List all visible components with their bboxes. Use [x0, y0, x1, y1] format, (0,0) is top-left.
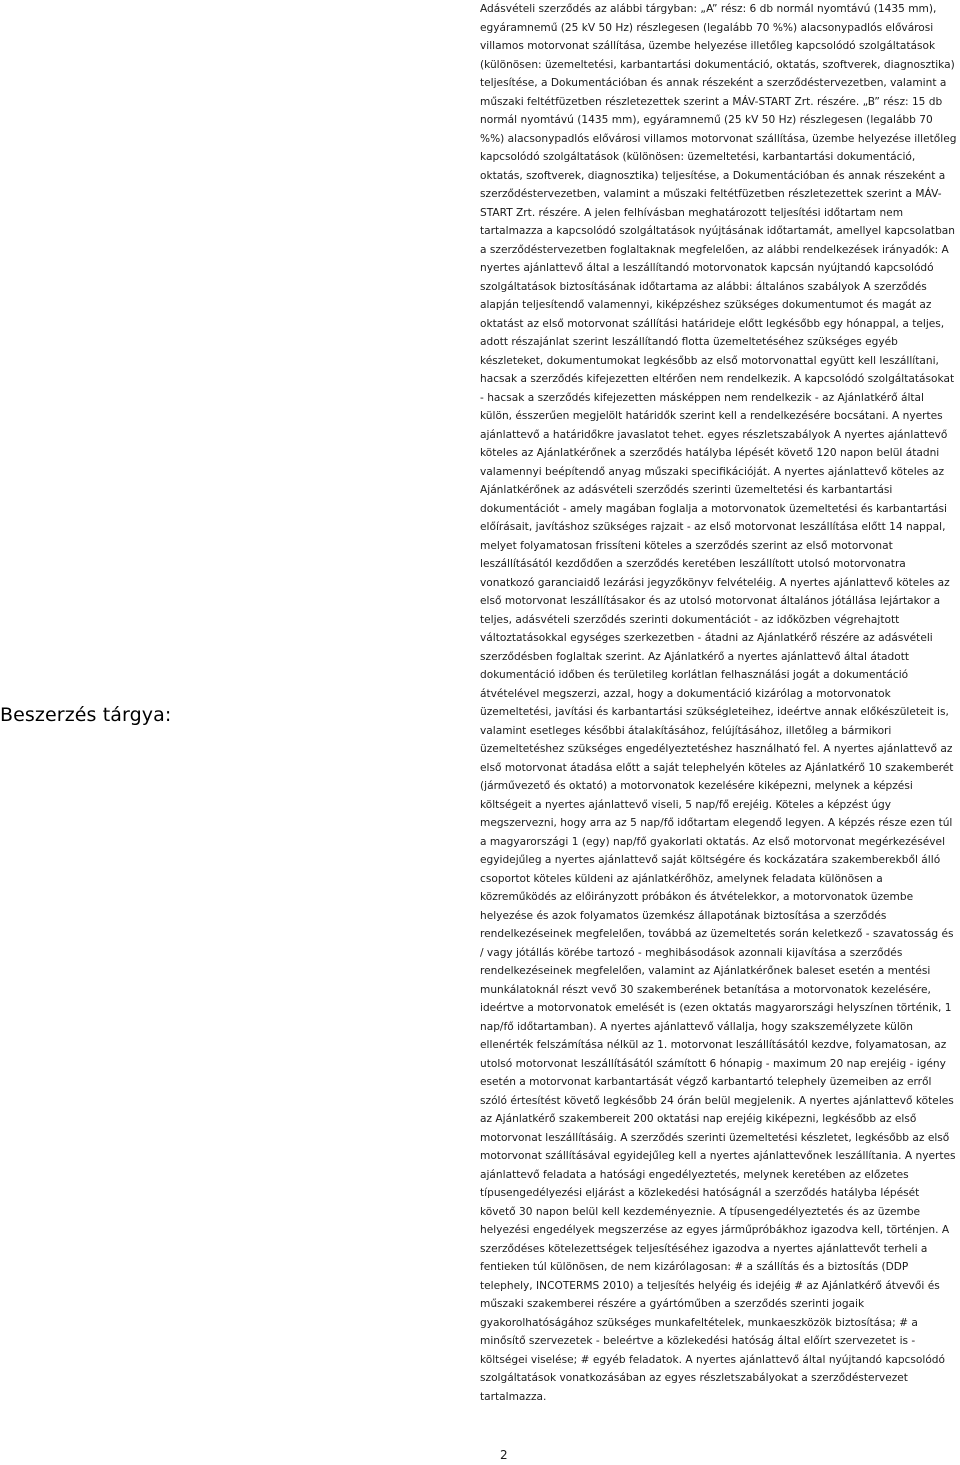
page-number: 2	[500, 1448, 508, 1462]
content-cell	[480, 0, 958, 1406]
field-label: Beszerzés tárgya:	[0, 704, 172, 726]
label-cell	[0, 0, 470, 1430]
procurement-description: Adásvételi szerződés az alábbi tárgyban: „A” rész: 6 db normál nyomtávú (1435 mm), egyáramnemű (25 kV 50 Hz) részlegesen (legalább 70 %%) alacsonypadlós elővárosi villamos motorvonat szállítása, üzembe helyezése illetőleg kapcsolódó szolgáltatások (különösen: üzemeltetési, karbantartási dokumentáció, oktatás, szoftverek, diagnosztika) teljesítése, a Dokumentációban és annak részeként a szerződéstervezetben, valamint a műszaki feltétfüzetben részletezettek szerint a MÁV-START Zrt. részére. „B” rész: 15 db normál nyomtávú (1435 mm), egyáramnemű (25 kV 50 Hz) részlegesen (legalább 70 %%) alacsonypadlós elővárosi villamos motorvonat szállítása, üzembe helyezése illetőleg kapcsolódó szolgáltatások (különösen: üzemeltetési, karbantartási dokumentáció, oktatás, szoftverek, diagnosztika) teljesítése, a Dokumentációban és annak részeként a szerződéstervezetben, valamint a műszaki feltétfüzetben részletezettek szerint a MÁV-START Zrt. részére. A jelen felhívásban meghatározott teljesítési időtartam nem tartalmazza a kapcsolódó szolgáltatások nyújtásának időtartamát, amellyel kapcsolatban a szerződéstervezetben foglaltaknak megfelelően, az alábbi rendelkezések irányadók: A nyertes ajánlattevő által a leszállítandó motorvonatok kapcsán nyújtandó kapcsolódó szolgáltatások biztosításának időtartama az alábbi: általános szabályok A szerződés alapján teljesítendő valamennyi, kiképzéshez szükséges dokumentumot és magát az oktatást az első motorvonat szállítási határideje előtt legkésőbb egy hónappal, a teljes, adott részajánlat szerint leszállítandó flotta üzemeltetéséhez szükséges egyéb készleteket, dokumentumokat legkésőbb az első motorvonattal együtt kell leszállítani, hacsak a szerződés kifejezetten eltérően nem rendelkezik. A kapcsolódó szolgáltatásokat - hacsak a szerződés kifejezetten másképpen nem rendelkezik - az Ajánlatkérő által külön, ésszerűen megjelölt határidők szerint kell a rendelkezésére bocsátani. A nyertes ajánlattevő a határidőkre javaslatot tehet. egyes részletszabályok A nyertes ajánlattevő köteles az Ajánlatkérőnek a szerződés hatályba lépését követő 120 napon belül átadni valamennyi beépítendő anyag műszaki specifikációját. A nyertes ajánlattevő köteles az Ajánlatkérőnek az adásvételi szerződés szerinti üzemeltetési és karbantartási dokumentációt - amely magában foglalja a motorvonatok üzemeltetési és karbantartási előírásait, javításhoz szükséges rajzait - az első motorvonat leszállítása előtt 14 nappal, melyet folyamatosan frissíteni köteles a szerződés szerint az első motorvonat leszállításától kezdődően a szerződés keretében leszállított utolsó motorvonatra vonatkozó garanciaidő lezárási jegyzőkönyv felvételéig. A nyertes ajánlattevő köteles az első motorvonat leszállításakor és az utolsó motorvonat általános jótállása lejártakor a teljes, adásvételi szerződés szerinti dokumentációt - az időközben végrehajtott változtatásokkal egységes szerkezetben - átadni az Ajánlatkérő részére az adásvételi szerződésben foglaltak szerint. Az Ajánlatkérő a nyertes ajánlattevő által átadott dokumentáció időben és területileg korlátlan felhasználási jogát a dokumentáció átvételével megszerzi, azzal, hogy a dokumentáció kizárólag a motorvonatok üzemeltetési, javítási és karbantartási szükségleteihez, ideértve annak előkészületeit is, valamint esetleges későbbi átalakításához, felújításához, illetőleg a bármikori üzemeltetéshez szükséges engedélyeztetéshez használható fel. A nyertes ajánlattevő az első motorvonat átadása előtt a saját telephelyén köteles az Ajánlatkérő 10 szakemberét (járművezető és oktató) a motorvonatok kezelésére kiképezni, melynek a képzési költségeit a nyertes ajánlattevő viseli, 5 nap/fő erejéig. Köteles a képzést úgy megszervezni, hogy arra az 5 nap/fő időtartam elegendő legyen. A képzés része ezen túl a magyarországi 1 (egy) nap/fő gyakorlati oktatás. Az első motorvonat megérkezésével egyidejűleg a nyertes ajánlattevő saját költségére és kockázatára szakemberekből álló csoportot köteles küldeni az ajánlatkérőhöz, amelynek feladata különösen a közreműködés az előirányzott próbákon és átvételekkor, a motorvonatok üzembe helyezése és azok folyamatos üzemkész állapotának biztosítása a szerződés rendelkezéseinek megfelelően, továbbá az üzemeltetés során keletkező - szavatosság és / vagy jótállás körébe tartozó - meghibásodások azonnali kijavítása a szerződés rendelkezéseinek megfelelően, valamint az Ajánlatkérőnek baleset esetén a mentési munkálatoknál részt vevő 30 szakemberének betanítása a motorvonatok kezelésére, ideértve a motorvonatok emelését is (ezen oktatás magyarországi helyszínen történik, 1 nap/fő időtartamban). A nyertes ajánlattevő vállalja, hogy szakszemélyzete külön ellenérték felszámítása nélkül az 1. motorvonat leszállításától kezdve, folyamatosan, az utolsó motorvonat leszállításától számított 6 hónapig - maximum 20 nap erejéig - igény esetén a motorvonat karbantartását végző karbantartó telephely üzemeiben az erről szóló értesítést követő legkésőbb 24 órán belül megjelenik. A nyertes ajánlattevő köteles az Ajánlatkérő szakembereit 200 oktatási nap erejéig kiképezni, legkésőbb az első motorvonat leszállításáig. A szerződés szerinti üzemeltetési készletet, legkésőbb az első motorvonat szállításával egyidejűleg kell a nyertes ajánlattevőnek leszállítania. A nyertes ajánlattevő feladata a hatósági engedélyeztetés, melynek keretében az előzetes típusengedélyezési eljárást a közlekedési hatóságnál a szerződés hatályba lépését követő 30 napon belül kell kezdeményeznie. A típusengedélyeztetés és az üzembe helyezési engedélyek megszerzése az egyes járműpróbákhoz igazodva kell, történjen. A szerződéses kötelezettségek teljesítéséhez igazodva a nyertes ajánlattevőt terheli a fentieken túl különösen, de nem kizárólagosan: # a szállítás és a biztosítás (DDP telephely, INCOTERMS 2010) a teljesítés helyéig és idejéig # az Ajánlatkérő átvevői és műszaki szakemberei részére a gyártóműben a szerződés szerinti jogaik gyakorolhatóságához szükséges munkafeltételek, munkaeszközök biztosítása; # a minősítő szervezetek - beleértve a közlekedési hatóság által előírt szervezetet is - költségei viselése; # egyéb feladatok. A nyertes ajánlattevő által nyújtandó kapcsolódó szolgáltatások vonatkozásában az egyes részletszabályokat a szerződéstervezet tartalmazza.	[480, 3, 957, 1403]
